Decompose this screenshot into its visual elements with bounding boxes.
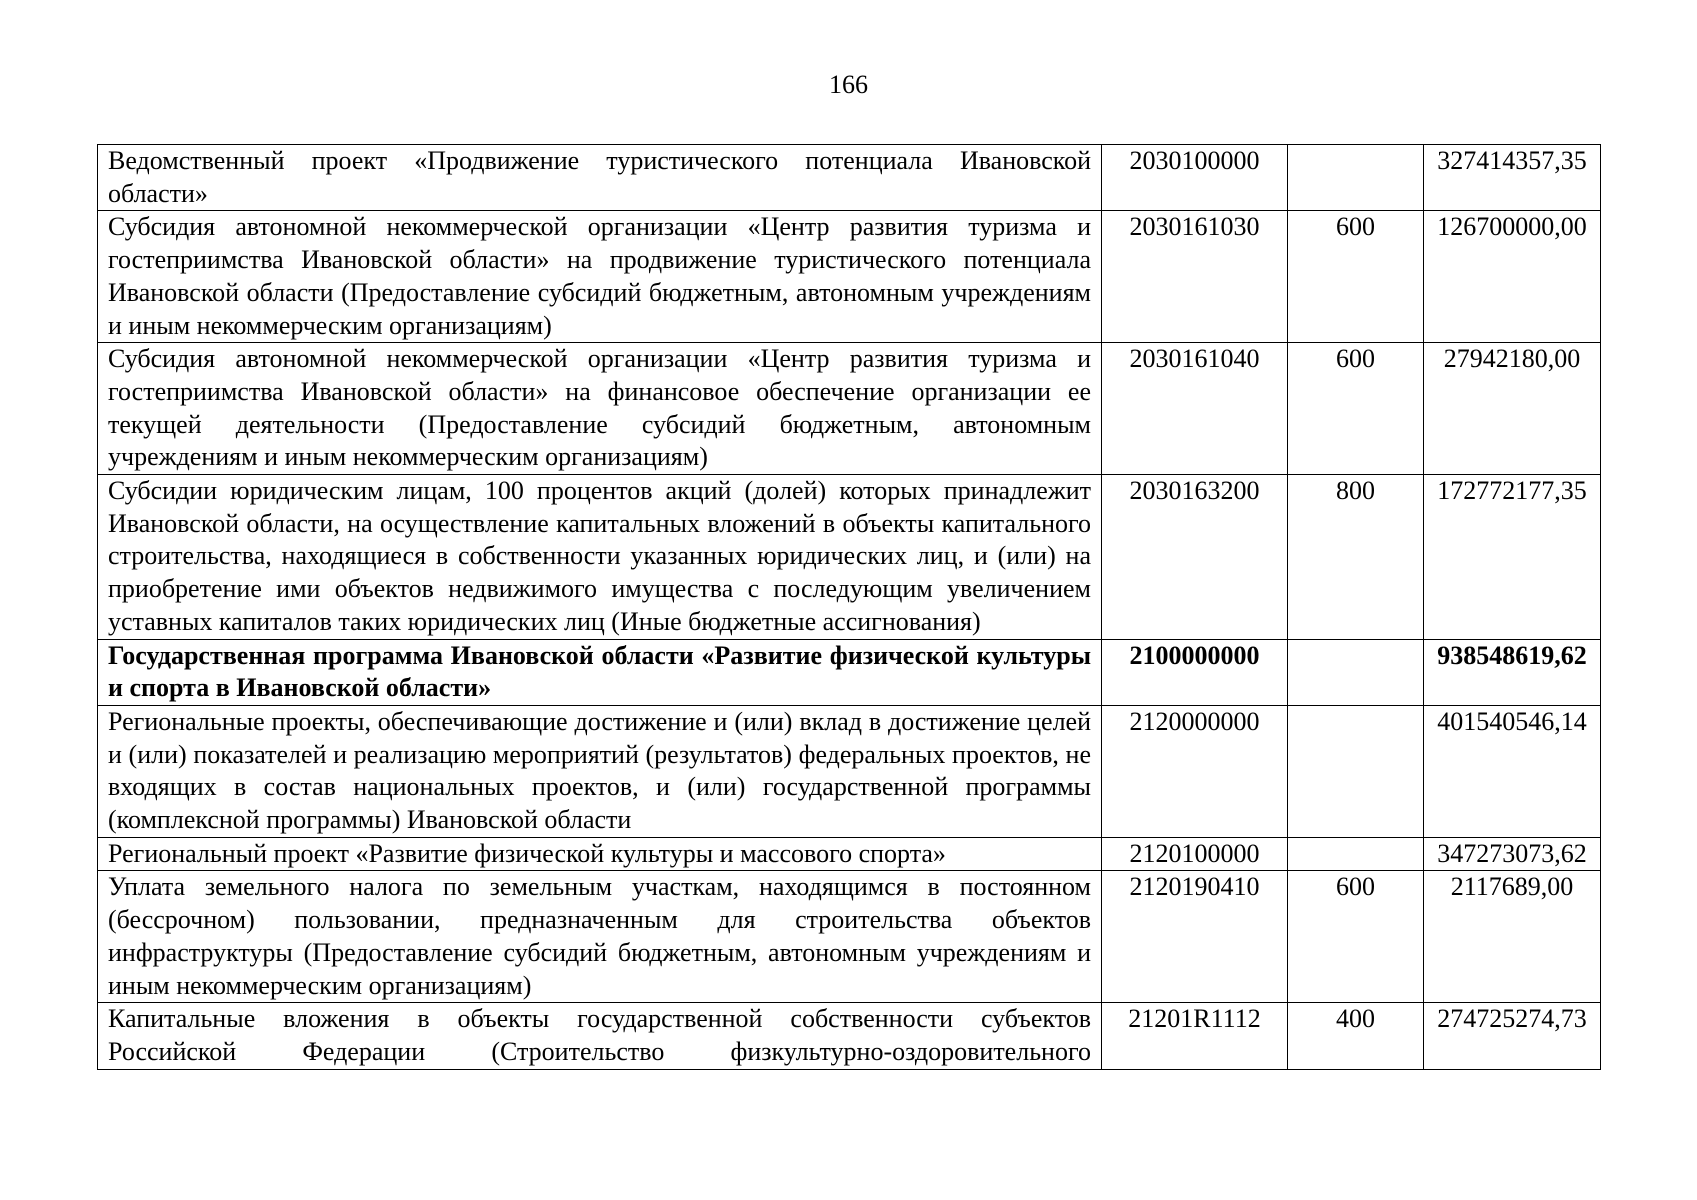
item-sum: 274725274,73 bbox=[1424, 1003, 1601, 1069]
table-row bbox=[98, 1003, 1601, 1069]
page-number: 166 bbox=[829, 70, 868, 99]
item-code: 2120000000 bbox=[1102, 705, 1288, 837]
item-code: 2100000000 bbox=[1102, 639, 1288, 705]
item-sum: 126700000,00 bbox=[1424, 211, 1601, 343]
table-row bbox=[98, 837, 1601, 871]
item-sum: 347273073,62 bbox=[1424, 837, 1601, 871]
item-name: Субсидии юридическим лицам, 100 процентов акций (долей) которых принадлежит Ивановской области, на осуществление капитальных вложений в объекты капитального строительства, находящиеся в собственности указанных юридических лиц, и (или) на приобретение ими объектов недвижимого имущества с последующим увеличением уставных капиталов таких юридических лиц (Иные бюджетные ассигнования) bbox=[98, 475, 1102, 640]
item-code: 2030100000 bbox=[1102, 145, 1288, 211]
table-row bbox=[98, 145, 1601, 211]
table-row-program bbox=[98, 639, 1601, 705]
item-sum: 938548619,62 bbox=[1424, 639, 1601, 705]
expense-type bbox=[1288, 837, 1424, 871]
expense-type: 800 bbox=[1288, 475, 1424, 640]
item-sum: 27942180,00 bbox=[1424, 343, 1601, 475]
item-sum: 2117689,00 bbox=[1424, 871, 1601, 1003]
item-sum: 172772177,35 bbox=[1424, 475, 1601, 640]
expense-type bbox=[1288, 145, 1424, 211]
table-row bbox=[98, 211, 1601, 343]
table-row bbox=[98, 475, 1601, 640]
expense-type bbox=[1288, 705, 1424, 837]
item-code: 21201R1112 bbox=[1102, 1003, 1288, 1069]
item-sum: 401540546,14 bbox=[1424, 705, 1601, 837]
item-code: 2120100000 bbox=[1102, 837, 1288, 871]
item-code: 2030161030 bbox=[1102, 211, 1288, 343]
item-name: Ведомственный проект «Продвижение туристического потенциала Ивановской области» bbox=[98, 145, 1102, 211]
item-name: Региональные проекты, обеспечивающие достижение и (или) вклад в достижение целей и (или) показателей и реализацию мероприятий (результатов) федеральных проектов, не входящих в состав национальных проектов, и (или) государственной программы (комплексной программы) Ивановской области bbox=[98, 705, 1102, 837]
item-name: Государственная программа Ивановской области «Развитие физической культуры и спорта в Ивановской области» bbox=[98, 639, 1102, 705]
expense-type: 600 bbox=[1288, 211, 1424, 343]
expense-type: 600 bbox=[1288, 343, 1424, 475]
expense-type bbox=[1288, 639, 1424, 705]
item-name: Капитальные вложения в объекты государственной собственности субъектов Российской Федерации (Строительство физкультурно-оздоровительного bbox=[98, 1003, 1102, 1069]
item-sum: 327414357,35 bbox=[1424, 145, 1601, 211]
item-code: 2030163200 bbox=[1102, 475, 1288, 640]
item-name: Региональный проект «Развитие физической культуры и массового спорта» bbox=[98, 837, 1102, 871]
table-row bbox=[98, 705, 1601, 837]
table-row bbox=[98, 343, 1601, 475]
budget-table bbox=[97, 144, 1601, 1070]
table-row bbox=[98, 871, 1601, 1003]
item-code: 2030161040 bbox=[1102, 343, 1288, 475]
expense-type: 600 bbox=[1288, 871, 1424, 1003]
item-name: Субсидия автономной некоммерческой организации «Центр развития туризма и гостеприимства Ивановской области» на финансовое обеспечение организации ее текущей деятельности (Предоставление субсидий бюджетным, автономным учреждениям и иным некоммерческим организациям) bbox=[98, 343, 1102, 475]
expense-type: 400 bbox=[1288, 1003, 1424, 1069]
item-name: Уплата земельного налога по земельным участкам, находящимся в постоянном (бессрочном) пользовании, предназначенным для строительства объектов инфраструктуры (Предоставление субсидий бюджетным, автономным учреждениям и иным некоммерческим организациям) bbox=[98, 871, 1102, 1003]
item-code: 2120190410 bbox=[1102, 871, 1288, 1003]
item-name: Субсидия автономной некоммерческой организации «Центр развития туризма и гостеприимства Ивановской области» на продвижение туристического потенциала Ивановской области (Предоставление субсидий бюджетным, автономным учреждениям и иным некоммерческим организациям) bbox=[98, 211, 1102, 343]
